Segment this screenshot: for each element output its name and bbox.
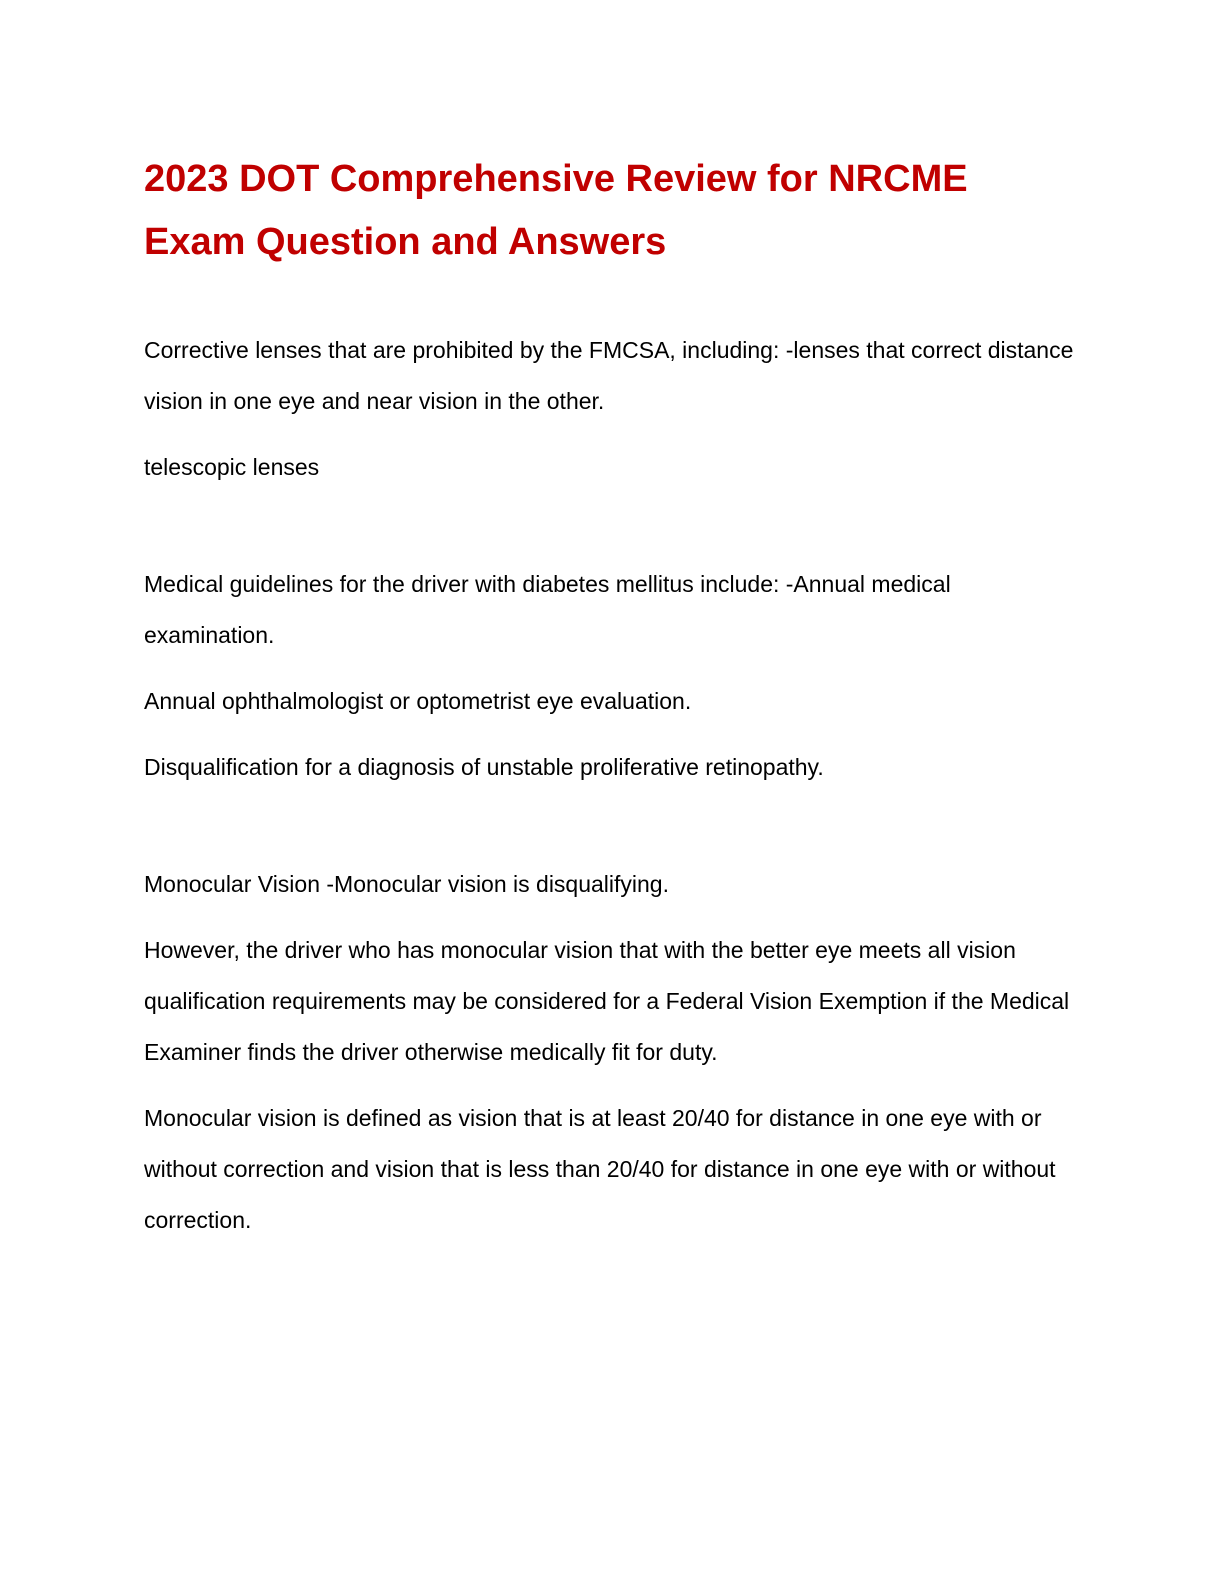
document-page (144, 148, 1084, 1246)
paragraph: Disqualification for a diagnosis of unstable proliferative retinopathy. (144, 754, 824, 780)
paragraph: telescopic lenses (144, 454, 320, 480)
document-title (144, 148, 1084, 274)
paragraph: Medical guidelines for the driver with diabetes mellitus include: -Annual medical examination. (144, 571, 951, 648)
paragraph: However, the driver who has monocular vision that with the better eye meets all vision qualification requirements may be considered for a Federal Vision Exemption if the Medical Examiner finds the driver otherwise medically fit for duty. (144, 937, 1070, 1065)
title-line-2: Exam Question and Answers (144, 221, 667, 263)
paragraph: Corrective lenses that are prohibited by the FMCSA, including: -lenses that correct distance vision in one eye and near vision in the other. (144, 337, 1074, 414)
paragraph: Monocular Vision -Monocular vision is disqualifying. (144, 871, 669, 897)
paragraph: Annual ophthalmologist or optometrist eye evaluation. (144, 688, 692, 714)
section-diabetes-guidelines (144, 559, 1084, 793)
title-line-1: 2023 DOT Comprehensive Review for NRCME (144, 158, 968, 200)
section-monocular-vision (144, 859, 1084, 1246)
section-corrective-lenses (144, 325, 1084, 493)
paragraph: Monocular vision is defined as vision that is at least 20/40 for distance in one eye with or without correction and vision that is less than 20/40 for distance in one eye with or without correction. (144, 1105, 1056, 1233)
